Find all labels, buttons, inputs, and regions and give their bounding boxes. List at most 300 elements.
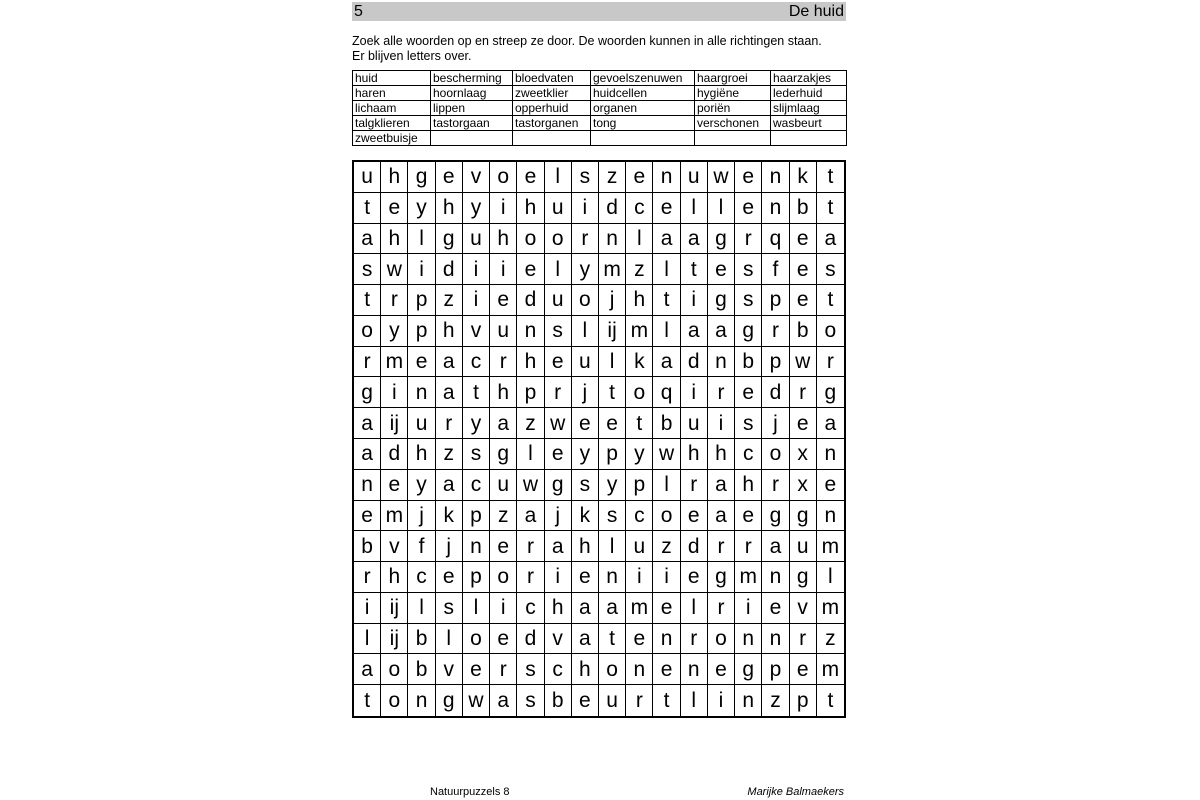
grid-letter-cell[interactable]: z — [517, 408, 544, 439]
grid-letter-cell[interactable]: i — [735, 593, 762, 624]
grid-letter-cell[interactable]: z — [626, 254, 653, 285]
grid-letter-cell[interactable]: t — [599, 624, 626, 655]
grid-letter-cell[interactable]: v — [381, 531, 408, 562]
grid-letter-cell[interactable]: p — [762, 347, 789, 378]
grid-letter-cell[interactable]: e — [572, 685, 599, 716]
grid-letter-cell[interactable]: k — [790, 162, 817, 193]
grid-letter-cell[interactable]: e — [463, 654, 490, 685]
grid-letter-cell[interactable]: h — [408, 439, 435, 470]
grid-letter-cell[interactable]: e — [436, 162, 463, 193]
grid-letter-cell[interactable]: n — [681, 654, 708, 685]
grid-letter-cell[interactable]: r — [572, 224, 599, 255]
grid-letter-cell[interactable]: n — [653, 162, 680, 193]
grid-letter-cell[interactable]: a — [517, 501, 544, 532]
grid-letter-cell[interactable]: i — [708, 408, 735, 439]
grid-letter-cell[interactable]: n — [354, 470, 381, 501]
grid-letter-cell[interactable]: t — [599, 377, 626, 408]
grid-letter-cell[interactable]: j — [545, 501, 572, 532]
grid-letter-cell[interactable]: b — [735, 347, 762, 378]
grid-letter-cell[interactable]: e — [572, 408, 599, 439]
grid-letter-cell[interactable]: r — [735, 531, 762, 562]
grid-letter-cell[interactable]: l — [517, 439, 544, 470]
grid-letter-cell[interactable]: y — [463, 193, 490, 224]
grid-letter-cell[interactable]: w — [463, 685, 490, 716]
grid-letter-cell[interactable]: c — [735, 439, 762, 470]
grid-letter-cell[interactable]: w — [545, 408, 572, 439]
grid-letter-cell[interactable]: p — [790, 685, 817, 716]
grid-letter-cell[interactable]: e — [735, 162, 762, 193]
grid-letter-cell[interactable]: s — [436, 593, 463, 624]
grid-letter-cell[interactable]: a — [545, 531, 572, 562]
grid-letter-cell[interactable]: h — [517, 347, 544, 378]
grid-letter-cell[interactable]: i — [653, 562, 680, 593]
grid-letter-cell[interactable]: r — [490, 347, 517, 378]
grid-letter-cell[interactable]: l — [463, 593, 490, 624]
grid-letter-cell[interactable]: e — [790, 254, 817, 285]
grid-letter-cell[interactable]: i — [708, 685, 735, 716]
grid-letter-cell[interactable]: a — [708, 501, 735, 532]
grid-letter-cell[interactable]: e — [545, 439, 572, 470]
grid-letter-cell[interactable]: r — [790, 624, 817, 655]
grid-letter-cell[interactable]: h — [490, 224, 517, 255]
grid-letter-cell[interactable]: o — [545, 224, 572, 255]
grid-letter-cell[interactable]: i — [381, 377, 408, 408]
grid-letter-cell[interactable]: t — [354, 285, 381, 316]
grid-letter-cell[interactable]: c — [463, 347, 490, 378]
grid-letter-cell[interactable]: a — [354, 408, 381, 439]
grid-letter-cell[interactable]: l — [817, 562, 844, 593]
grid-letter-cell[interactable]: e — [735, 377, 762, 408]
grid-letter-cell[interactable]: e — [790, 654, 817, 685]
grid-letter-cell[interactable]: i — [626, 562, 653, 593]
grid-letter-cell[interactable]: p — [762, 654, 789, 685]
grid-letter-cell[interactable]: i — [408, 254, 435, 285]
grid-letter-cell[interactable]: n — [599, 562, 626, 593]
grid-letter-cell[interactable]: s — [572, 162, 599, 193]
grid-letter-cell[interactable]: r — [708, 593, 735, 624]
grid-letter-cell[interactable]: e — [708, 654, 735, 685]
grid-letter-cell[interactable]: o — [599, 654, 626, 685]
grid-letter-cell[interactable]: b — [790, 316, 817, 347]
grid-letter-cell[interactable]: u — [545, 193, 572, 224]
grid-letter-cell[interactable]: n — [762, 624, 789, 655]
grid-letter-cell[interactable]: c — [517, 593, 544, 624]
grid-letter-cell[interactable]: s — [735, 408, 762, 439]
grid-letter-cell[interactable]: c — [626, 193, 653, 224]
grid-letter-cell[interactable]: y — [572, 439, 599, 470]
grid-letter-cell[interactable]: b — [653, 408, 680, 439]
grid-letter-cell[interactable]: d — [436, 254, 463, 285]
grid-letter-cell[interactable]: e — [490, 285, 517, 316]
grid-letter-cell[interactable]: r — [545, 377, 572, 408]
grid-letter-cell[interactable]: j — [572, 377, 599, 408]
grid-letter-cell[interactable]: a — [490, 408, 517, 439]
grid-letter-cell[interactable]: a — [572, 624, 599, 655]
grid-letter-cell[interactable]: h — [572, 531, 599, 562]
grid-letter-cell[interactable]: a — [354, 439, 381, 470]
grid-letter-cell[interactable]: d — [681, 347, 708, 378]
grid-letter-cell[interactable]: n — [762, 193, 789, 224]
grid-letter-cell[interactable]: t — [817, 162, 844, 193]
grid-letter-cell[interactable]: s — [517, 654, 544, 685]
grid-letter-cell[interactable]: f — [408, 531, 435, 562]
grid-letter-cell[interactable]: r — [735, 224, 762, 255]
grid-letter-cell[interactable]: i — [490, 193, 517, 224]
grid-letter-cell[interactable]: l — [626, 224, 653, 255]
grid-letter-cell[interactable]: u — [408, 408, 435, 439]
grid-letter-cell[interactable]: r — [817, 347, 844, 378]
grid-letter-cell[interactable]: v — [463, 316, 490, 347]
grid-letter-cell[interactable]: e — [653, 193, 680, 224]
grid-letter-cell[interactable]: l — [681, 685, 708, 716]
grid-letter-cell[interactable]: e — [490, 531, 517, 562]
grid-letter-cell[interactable]: p — [517, 377, 544, 408]
grid-letter-cell[interactable]: h — [681, 439, 708, 470]
grid-letter-cell[interactable]: u — [354, 162, 381, 193]
grid-letter-cell[interactable]: s — [517, 685, 544, 716]
grid-letter-cell[interactable]: q — [762, 224, 789, 255]
grid-letter-cell[interactable]: t — [653, 285, 680, 316]
grid-letter-cell[interactable]: o — [490, 162, 517, 193]
grid-letter-cell[interactable]: n — [626, 654, 653, 685]
grid-letter-cell[interactable]: i — [572, 193, 599, 224]
grid-letter-cell[interactable]: h — [381, 224, 408, 255]
grid-letter-cell[interactable]: h — [517, 193, 544, 224]
grid-letter-cell[interactable]: r — [708, 377, 735, 408]
grid-letter-cell[interactable]: o — [572, 285, 599, 316]
grid-letter-cell[interactable]: u — [681, 408, 708, 439]
grid-letter-cell[interactable]: n — [653, 624, 680, 655]
grid-letter-cell[interactable]: a — [653, 347, 680, 378]
grid-letter-cell[interactable]: l — [681, 593, 708, 624]
grid-letter-cell[interactable]: h — [436, 193, 463, 224]
grid-letter-cell[interactable]: x — [790, 470, 817, 501]
grid-letter-cell[interactable]: z — [436, 439, 463, 470]
grid-letter-cell[interactable]: e — [626, 162, 653, 193]
grid-letter-cell[interactable]: t — [354, 193, 381, 224]
grid-letter-cell[interactable]: p — [762, 285, 789, 316]
grid-letter-cell[interactable]: o — [381, 685, 408, 716]
grid-letter-cell[interactable]: g — [436, 224, 463, 255]
grid-letter-cell[interactable]: i — [681, 285, 708, 316]
grid-letter-cell[interactable]: p — [408, 285, 435, 316]
grid-letter-cell[interactable]: t — [463, 377, 490, 408]
grid-letter-cell[interactable]: i — [545, 562, 572, 593]
grid-letter-cell[interactable]: c — [463, 470, 490, 501]
grid-letter-cell[interactable]: g — [436, 685, 463, 716]
grid-letter-cell[interactable]: b — [354, 531, 381, 562]
grid-letter-cell[interactable]: m — [735, 562, 762, 593]
grid-letter-cell[interactable]: e — [572, 562, 599, 593]
grid-letter-cell[interactable]: y — [408, 470, 435, 501]
grid-letter-cell[interactable]: ij — [381, 624, 408, 655]
grid-letter-cell[interactable]: a — [354, 654, 381, 685]
grid-letter-cell[interactable]: i — [463, 254, 490, 285]
grid-letter-cell[interactable]: u — [626, 531, 653, 562]
grid-letter-cell[interactable]: a — [817, 224, 844, 255]
grid-letter-cell[interactable]: l — [354, 624, 381, 655]
grid-letter-cell[interactable]: e — [354, 501, 381, 532]
grid-letter-cell[interactable]: n — [762, 562, 789, 593]
grid-letter-cell[interactable]: n — [762, 162, 789, 193]
grid-letter-cell[interactable]: f — [762, 254, 789, 285]
grid-letter-cell[interactable]: h — [490, 377, 517, 408]
grid-letter-cell[interactable]: s — [817, 254, 844, 285]
grid-letter-cell[interactable]: r — [517, 531, 544, 562]
grid-letter-cell[interactable]: e — [708, 254, 735, 285]
grid-letter-cell[interactable]: r — [490, 654, 517, 685]
grid-letter-cell[interactable]: e — [517, 162, 544, 193]
grid-letter-cell[interactable]: k — [626, 347, 653, 378]
grid-letter-cell[interactable]: e — [735, 501, 762, 532]
grid-letter-cell[interactable]: r — [681, 624, 708, 655]
grid-letter-cell[interactable]: a — [436, 377, 463, 408]
grid-letter-cell[interactable]: o — [463, 624, 490, 655]
grid-letter-cell[interactable]: r — [762, 316, 789, 347]
grid-letter-cell[interactable]: i — [463, 285, 490, 316]
grid-letter-cell[interactable]: l — [653, 254, 680, 285]
grid-letter-cell[interactable]: e — [381, 470, 408, 501]
grid-letter-cell[interactable]: j — [408, 501, 435, 532]
grid-letter-cell[interactable]: a — [762, 531, 789, 562]
grid-letter-cell[interactable]: r — [790, 377, 817, 408]
grid-letter-cell[interactable]: r — [626, 685, 653, 716]
grid-letter-cell[interactable]: s — [599, 501, 626, 532]
grid-letter-cell[interactable]: g — [708, 285, 735, 316]
grid-letter-cell[interactable]: a — [436, 347, 463, 378]
grid-letter-cell[interactable]: h — [626, 285, 653, 316]
grid-letter-cell[interactable]: l — [653, 470, 680, 501]
grid-letter-cell[interactable]: l — [653, 316, 680, 347]
grid-letter-cell[interactable]: e — [545, 347, 572, 378]
grid-letter-cell[interactable]: s — [463, 439, 490, 470]
grid-letter-cell[interactable]: d — [381, 439, 408, 470]
grid-letter-cell[interactable]: d — [599, 193, 626, 224]
grid-letter-cell[interactable]: a — [572, 593, 599, 624]
grid-letter-cell[interactable]: l — [708, 193, 735, 224]
grid-letter-cell[interactable]: m — [626, 316, 653, 347]
grid-letter-cell[interactable]: u — [599, 685, 626, 716]
grid-letter-cell[interactable]: m — [817, 531, 844, 562]
grid-letter-cell[interactable]: u — [681, 162, 708, 193]
grid-letter-cell[interactable]: a — [599, 593, 626, 624]
grid-letter-cell[interactable]: t — [626, 408, 653, 439]
grid-letter-cell[interactable]: b — [408, 654, 435, 685]
grid-letter-cell[interactable]: i — [490, 593, 517, 624]
grid-letter-cell[interactable]: t — [653, 685, 680, 716]
grid-letter-cell[interactable]: n — [599, 224, 626, 255]
grid-letter-cell[interactable]: h — [545, 593, 572, 624]
grid-letter-cell[interactable]: h — [381, 562, 408, 593]
grid-letter-cell[interactable]: p — [408, 316, 435, 347]
grid-letter-cell[interactable]: e — [681, 562, 708, 593]
grid-letter-cell[interactable]: m — [626, 593, 653, 624]
grid-letter-cell[interactable]: s — [735, 254, 762, 285]
grid-letter-cell[interactable]: a — [708, 316, 735, 347]
grid-letter-cell[interactable]: z — [762, 685, 789, 716]
grid-letter-cell[interactable]: w — [708, 162, 735, 193]
grid-letter-cell[interactable]: t — [827, 689, 834, 713]
grid-letter-cell[interactable]: a — [708, 470, 735, 501]
grid-letter-cell[interactable]: l — [681, 193, 708, 224]
grid-letter-cell[interactable]: c — [626, 501, 653, 532]
grid-letter-cell[interactable]: n — [517, 316, 544, 347]
grid-letter-cell[interactable]: g — [735, 316, 762, 347]
grid-letter-cell[interactable]: u — [572, 347, 599, 378]
grid-letter-cell[interactable]: y — [463, 408, 490, 439]
grid-letter-cell[interactable]: w — [517, 470, 544, 501]
grid-letter-cell[interactable]: o — [354, 316, 381, 347]
grid-letter-cell[interactable]: u — [490, 470, 517, 501]
grid-letter-cell[interactable]: y — [626, 439, 653, 470]
grid-letter-cell[interactable]: r — [681, 470, 708, 501]
grid-letter-cell[interactable]: m — [381, 347, 408, 378]
grid-letter-cell[interactable]: g — [490, 439, 517, 470]
grid-letter-cell[interactable]: n — [408, 685, 435, 716]
grid-letter-cell[interactable]: e — [599, 408, 626, 439]
grid-letter-cell[interactable]: r — [762, 470, 789, 501]
grid-letter-cell[interactable]: r — [517, 562, 544, 593]
grid-letter-cell[interactable]: g — [708, 562, 735, 593]
grid-letter-cell[interactable]: o — [708, 624, 735, 655]
grid-letter-cell[interactable]: e — [790, 224, 817, 255]
grid-letter-cell[interactable]: l — [599, 347, 626, 378]
grid-letter-cell[interactable]: i — [490, 254, 517, 285]
grid-letter-cell[interactable]: s — [354, 254, 381, 285]
grid-letter-cell[interactable]: ij — [599, 316, 626, 347]
grid-letter-cell[interactable]: c — [408, 562, 435, 593]
grid-letter-cell[interactable]: p — [463, 562, 490, 593]
grid-letter-cell[interactable]: y — [381, 316, 408, 347]
grid-letter-cell[interactable]: ij — [381, 408, 408, 439]
grid-letter-cell[interactable]: n — [463, 531, 490, 562]
grid-letter-cell[interactable]: u — [790, 531, 817, 562]
grid-letter-cell[interactable]: h — [572, 654, 599, 685]
grid-letter-cell[interactable]: b — [790, 193, 817, 224]
grid-letter-cell[interactable]: b — [545, 685, 572, 716]
grid-letter-cell[interactable]: n — [817, 439, 844, 470]
grid-letter-cell[interactable]: k — [436, 501, 463, 532]
grid-letter-cell[interactable]: g — [708, 224, 735, 255]
grid-letter-cell[interactable]: e — [626, 624, 653, 655]
grid-letter-cell[interactable]: v — [436, 654, 463, 685]
grid-letter-cell[interactable]: m — [381, 501, 408, 532]
grid-letter-cell[interactable]: t — [681, 254, 708, 285]
grid-letter-cell[interactable]: e — [408, 347, 435, 378]
grid-letter-cell[interactable]: w — [381, 254, 408, 285]
grid-letter-cell[interactable]: g — [762, 501, 789, 532]
grid-letter-cell[interactable]: l — [545, 254, 572, 285]
grid-letter-cell[interactable]: i — [354, 593, 381, 624]
grid-letter-cell[interactable]: a — [681, 316, 708, 347]
grid-letter-cell[interactable]: o — [626, 377, 653, 408]
grid-letter-cell[interactable]: o — [490, 562, 517, 593]
grid-letter-cell[interactable]: s — [735, 285, 762, 316]
grid-letter-cell[interactable]: l — [545, 162, 572, 193]
grid-letter-cell[interactable]: u — [463, 224, 490, 255]
grid-letter-cell[interactable]: e — [490, 624, 517, 655]
grid-letter-cell[interactable]: g — [545, 470, 572, 501]
grid-letter-cell[interactable]: s — [572, 470, 599, 501]
grid-letter-cell[interactable]: a — [436, 470, 463, 501]
grid-letter-cell[interactable]: m — [817, 593, 844, 624]
grid-letter-cell[interactable]: y — [599, 470, 626, 501]
grid-letter-cell[interactable]: d — [681, 531, 708, 562]
grid-letter-cell[interactable]: w — [653, 439, 680, 470]
grid-letter-cell[interactable]: j — [762, 408, 789, 439]
grid-letter-cell[interactable]: m — [599, 254, 626, 285]
grid-letter-cell[interactable]: e — [436, 562, 463, 593]
grid-letter-cell[interactable]: u — [545, 285, 572, 316]
grid-letter-cell[interactable]: l — [408, 593, 435, 624]
grid-letter-cell[interactable]: e — [517, 254, 544, 285]
grid-letter-cell[interactable]: e — [762, 593, 789, 624]
grid-letter-cell[interactable]: p — [626, 470, 653, 501]
grid-letter-cell[interactable]: j — [436, 531, 463, 562]
grid-letter-cell[interactable]: e — [653, 654, 680, 685]
grid-letter-cell[interactable]: e — [381, 193, 408, 224]
grid-letter-cell[interactable]: e — [790, 285, 817, 316]
grid-letter-cell[interactable]: o — [517, 224, 544, 255]
grid-letter-cell[interactable]: n — [735, 624, 762, 655]
grid-letter-cell[interactable]: v — [463, 162, 490, 193]
grid-letter-cell[interactable]: o — [381, 654, 408, 685]
grid-letter-cell[interactable]: x — [790, 439, 817, 470]
grid-letter-cell[interactable]: s — [545, 316, 572, 347]
grid-letter-cell[interactable]: h — [381, 162, 408, 193]
grid-letter-cell[interactable]: z — [436, 285, 463, 316]
grid-letter-cell[interactable]: a — [681, 224, 708, 255]
grid-letter-cell[interactable]: l — [408, 224, 435, 255]
grid-letter-cell[interactable]: r — [354, 562, 381, 593]
grid-letter-cell[interactable]: a — [490, 685, 517, 716]
grid-letter-cell[interactable]: i — [681, 377, 708, 408]
grid-letter-cell[interactable]: u — [490, 316, 517, 347]
grid-letter-cell[interactable]: r — [708, 531, 735, 562]
grid-letter-cell[interactable]: d — [762, 377, 789, 408]
grid-letter-cell[interactable]: g — [408, 162, 435, 193]
grid-letter-cell[interactable]: b — [408, 624, 435, 655]
grid-letter-cell[interactable]: n — [817, 501, 844, 532]
grid-letter-cell[interactable]: p — [463, 501, 490, 532]
grid-letter-cell[interactable]: e — [735, 193, 762, 224]
grid-letter-cell[interactable]: j — [599, 285, 626, 316]
grid-letter-cell[interactable]: v — [790, 593, 817, 624]
grid-letter-cell[interactable]: h — [735, 470, 762, 501]
grid-letter-cell[interactable]: ij — [381, 593, 408, 624]
grid-letter-cell[interactable]: o — [817, 316, 844, 347]
grid-letter-cell[interactable]: c — [545, 654, 572, 685]
grid-letter-cell[interactable]: l — [436, 624, 463, 655]
grid-letter-cell[interactable]: d — [517, 624, 544, 655]
grid-letter-cell[interactable]: v — [545, 624, 572, 655]
grid-letter-cell[interactable]: n — [408, 377, 435, 408]
grid-letter-cell[interactable]: t — [817, 193, 844, 224]
grid-letter-cell[interactable]: p — [599, 439, 626, 470]
grid-letter-cell[interactable]: e — [681, 501, 708, 532]
grid-letter-cell[interactable]: w — [790, 347, 817, 378]
grid-letter-cell[interactable]: g — [790, 501, 817, 532]
grid-letter-cell[interactable]: h — [436, 316, 463, 347]
grid-letter-cell[interactable]: m — [817, 654, 844, 685]
grid-letter-cell[interactable]: d — [517, 285, 544, 316]
grid-letter-cell[interactable]: a — [354, 224, 381, 255]
grid-letter-cell[interactable]: o — [653, 501, 680, 532]
grid-letter-cell[interactable]: y — [572, 254, 599, 285]
grid-letter-cell[interactable]: a — [653, 224, 680, 255]
grid-letter-cell[interactable]: r — [436, 408, 463, 439]
grid-letter-cell[interactable]: z — [490, 501, 517, 532]
